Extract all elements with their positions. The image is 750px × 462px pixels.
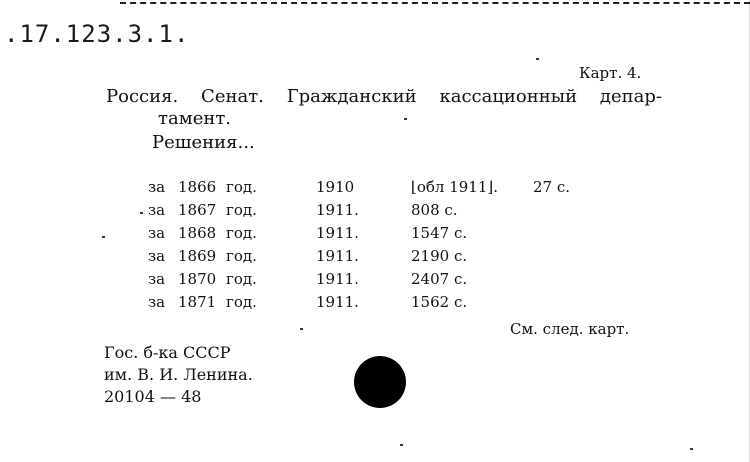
volume-year: 1869 [178,247,217,265]
volume-label: за [148,247,166,265]
volume-label: за [148,224,166,242]
volume-published: 1911. [316,270,359,288]
volume-year: 1868 [178,224,217,242]
volume-unit: год. [226,201,257,219]
volume-row [148,199,593,222]
heading-line-1: Россия. Сенат. Гражданский кассационный депар- [106,86,662,107]
volume-published: 1911. [316,201,359,219]
volume-pages: 1562 с. [411,293,468,311]
volume-pages: 808 с. [411,201,458,219]
card-number: Карт. 4. [579,64,642,82]
volume-row [148,291,593,314]
volumes-list [148,176,593,314]
library-name: Гос. б-ка СССР [104,343,231,362]
heading-line-2: тамент. [158,108,232,129]
scan-speck [690,448,693,450]
library-order-number: 20104 — 48 [104,387,202,406]
volume-label: за [148,293,166,311]
scan-speck [300,328,303,330]
library-imprint [104,342,253,408]
volume-published: 1910 [316,178,355,196]
volume-pages: 2190 с. [411,247,468,265]
volume-label: за [148,270,166,288]
volume-year: 1871 [178,293,217,311]
punch-hole [354,356,406,408]
volume-published: 1911. [316,293,359,311]
scan-speck [400,444,403,446]
scan-speck [536,58,539,60]
top-edge-rule [120,2,750,4]
volume-year: 1866 [178,178,217,196]
see-next-card-note: См. след. карт. [510,320,630,338]
scan-speck [102,236,105,238]
call-number: .17.123.3.1. [4,20,190,48]
volume-extra: 27 с. [533,178,571,196]
volume-row [148,268,593,291]
volume-pages: 2407 с. [411,270,468,288]
volume-published: 1911. [316,247,359,265]
volume-published: 1911. [316,224,359,242]
volume-row [148,176,593,199]
scan-speck [404,118,407,120]
volume-unit: год. [226,270,257,288]
scan-speck [140,212,143,214]
library-dedication: им. В. И. Ленина. [104,365,253,384]
volume-unit: год. [226,178,257,196]
volume-unit: год. [226,293,257,311]
volume-year: 1870 [178,270,217,288]
volume-row [148,245,593,268]
volume-pages: ⌊обл 1911⌋. [411,178,499,196]
volume-unit: год. [226,247,257,265]
volume-label: за [148,201,166,219]
volume-year: 1867 [178,201,217,219]
volume-pages: 1547 с. [411,224,468,242]
volume-label: за [148,178,166,196]
volume-row [148,222,593,245]
volume-unit: год. [226,224,257,242]
heading-line-3: Решения... [152,132,255,153]
